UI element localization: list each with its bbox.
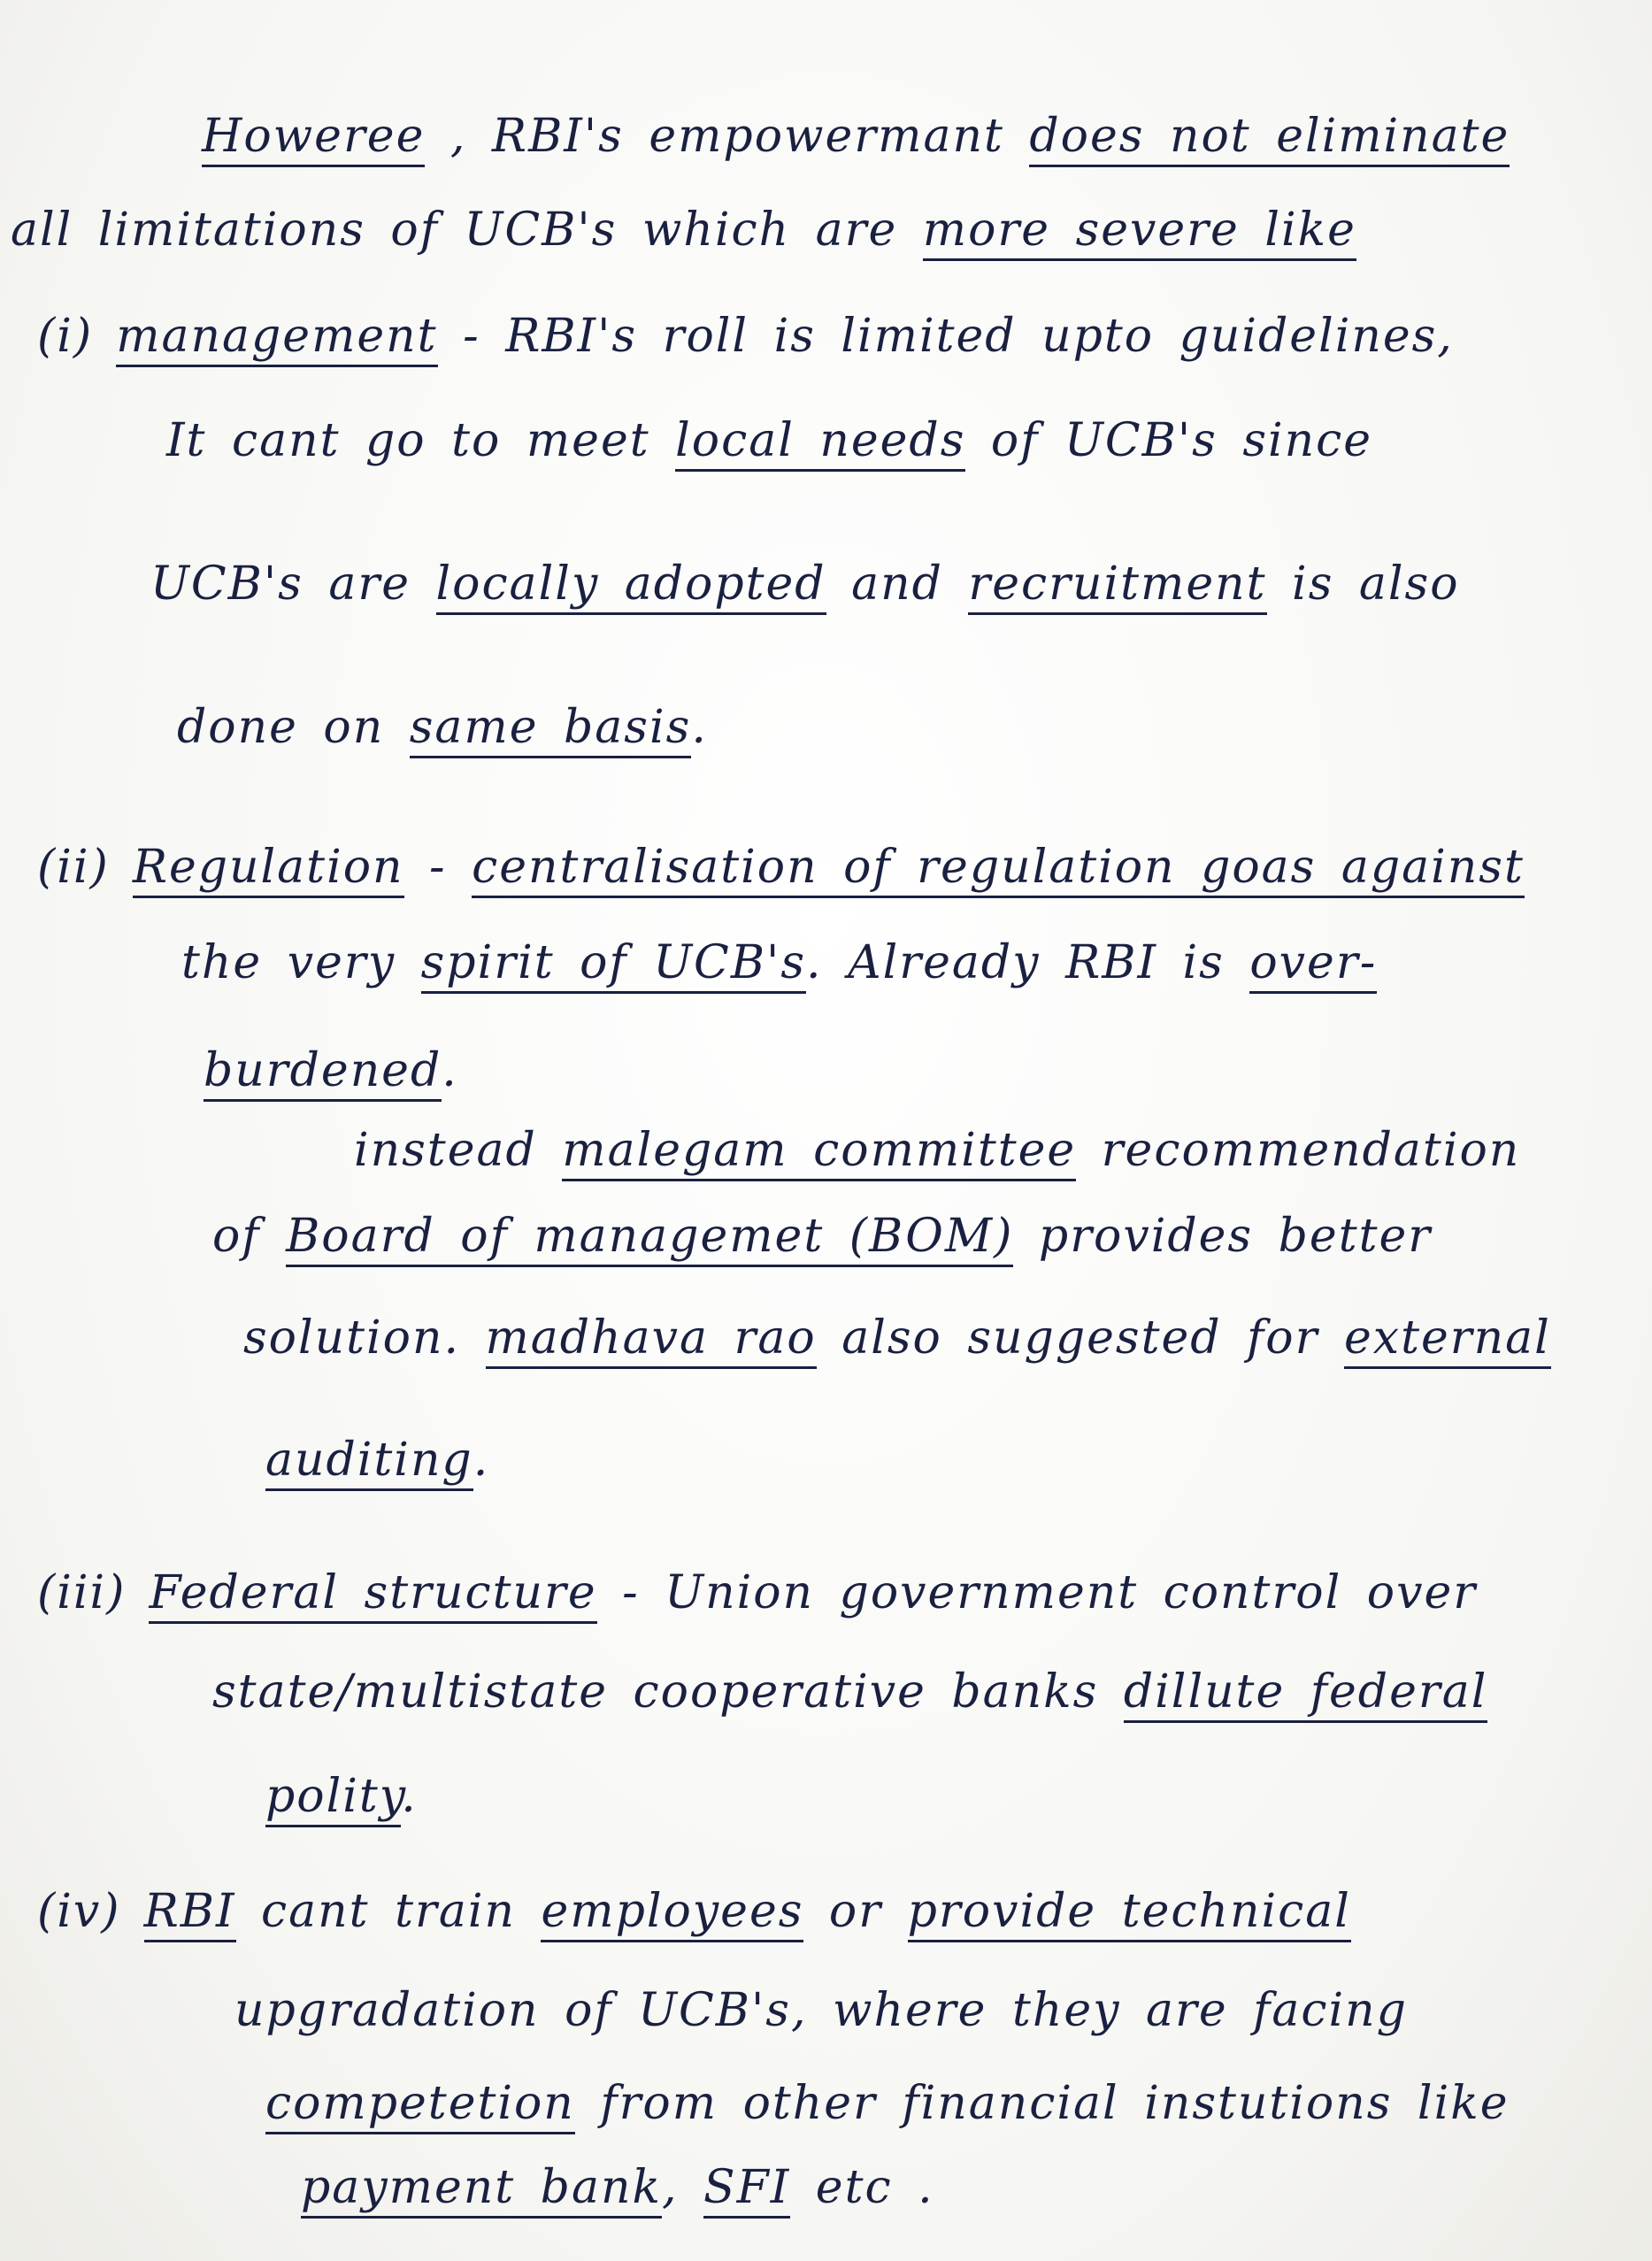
note-text: , — [661, 2161, 704, 2214]
underlined-text: payment bank — [301, 2161, 662, 2219]
note-line-5 — [150, 556, 1460, 612]
note-line-13 — [265, 1432, 489, 1488]
underlined-text: competetion — [265, 2077, 575, 2134]
note-line-14 — [37, 1565, 1477, 1621]
note-text: - Union government control over — [596, 1566, 1478, 1619]
note-text: from other financial instutions like — [574, 2077, 1510, 2130]
note-text: cant train — [235, 1885, 542, 1938]
note-line-10 — [354, 1122, 1520, 1179]
list-marker: (iv) — [37, 1885, 121, 1938]
underlined-text: centralisation of regulation goas against — [472, 841, 1525, 898]
note-line-20 — [301, 2159, 934, 2216]
note-text: solution. — [243, 1311, 486, 1365]
underlined-text: Board of managemet (BOM) — [286, 1210, 1013, 1267]
note-text: . — [401, 1770, 418, 1823]
underlined-text: more severe like — [923, 204, 1356, 261]
underlined-text: external — [1344, 1311, 1551, 1369]
note-line-12 — [243, 1310, 1551, 1366]
underlined-text: dillute federal — [1124, 1665, 1487, 1723]
note-text: and — [826, 558, 969, 611]
underlined-text: over- — [1249, 936, 1377, 994]
underlined-text: Regulation — [133, 841, 404, 898]
note-text: - RBI's roll is limited upto guidelines, — [437, 310, 1454, 363]
underlined-text: management — [116, 310, 437, 367]
underlined-text: spirit of UCB's — [421, 936, 806, 994]
underlined-text: malegam committee — [562, 1124, 1076, 1181]
note-text: . — [473, 1434, 490, 1487]
note-line-17 — [37, 1883, 1351, 1940]
note-text: . — [691, 701, 708, 754]
underlined-text: provide technical — [908, 1885, 1351, 1942]
underlined-text: locally adopted — [436, 558, 826, 615]
note-text: . — [442, 1044, 458, 1097]
underlined-text: madhava rao — [486, 1311, 817, 1369]
note-text: instead — [354, 1124, 563, 1177]
note-text: provides better — [1013, 1210, 1433, 1263]
underlined-text: local needs — [675, 414, 965, 472]
underlined-text: recruitment — [968, 558, 1266, 615]
note-text: also suggested for — [816, 1311, 1344, 1365]
note-text: done on — [177, 701, 410, 754]
note-text: the very — [181, 936, 421, 989]
note-line-1 — [202, 108, 1510, 165]
note-line-15 — [212, 1664, 1487, 1720]
note-text: is also — [1266, 558, 1460, 611]
note-text: all limitations of UCB's which are — [11, 204, 923, 257]
note-text: upgradation of UCB's, where they are facing — [234, 1984, 1408, 2037]
note-line-8 — [181, 934, 1377, 991]
note-line-18 — [234, 1982, 1408, 2039]
note-text: . Already RBI is — [806, 936, 1250, 989]
note-line-11 — [212, 1208, 1432, 1265]
note-text: of — [212, 1210, 287, 1263]
note-text: - — [403, 841, 473, 894]
note-line-7 — [37, 839, 1525, 896]
note-line-6 — [177, 699, 708, 756]
note-text: recommendation — [1076, 1124, 1521, 1177]
note-text: , RBI's empowermant — [425, 110, 1030, 163]
note-text: It cant go to meet — [166, 414, 676, 467]
note-line-19 — [265, 2075, 1509, 2132]
underlined-text: polity — [265, 1770, 401, 1827]
underlined-text: does not eliminate — [1029, 110, 1510, 167]
underlined-text: burdened — [204, 1044, 442, 1102]
underlined-text: same basis — [410, 701, 692, 758]
note-text: of UCB's since — [965, 414, 1373, 467]
note-line-3 — [37, 308, 1454, 365]
underlined-text: auditing — [265, 1434, 473, 1491]
underlined-text: Federal structure — [149, 1566, 596, 1624]
note-text: or — [803, 1885, 908, 1938]
note-line-4 — [166, 412, 1372, 469]
underlined-text: employees — [541, 1885, 803, 1942]
note-line-16 — [265, 1768, 418, 1825]
list-marker: (ii) — [37, 841, 110, 894]
note-line-2 — [11, 202, 1356, 258]
underlined-text: RBI — [144, 1885, 236, 1942]
note-text: UCB's are — [150, 558, 436, 611]
underlined-text: Howeree — [202, 110, 425, 167]
list-marker: (iii) — [37, 1566, 127, 1619]
list-marker: (i) — [37, 310, 94, 363]
note-text: etc . — [790, 2161, 934, 2214]
note-line-9 — [204, 1042, 458, 1099]
underlined-text: SFI — [703, 2161, 790, 2219]
note-text: state/multistate cooperative banks — [212, 1665, 1124, 1719]
